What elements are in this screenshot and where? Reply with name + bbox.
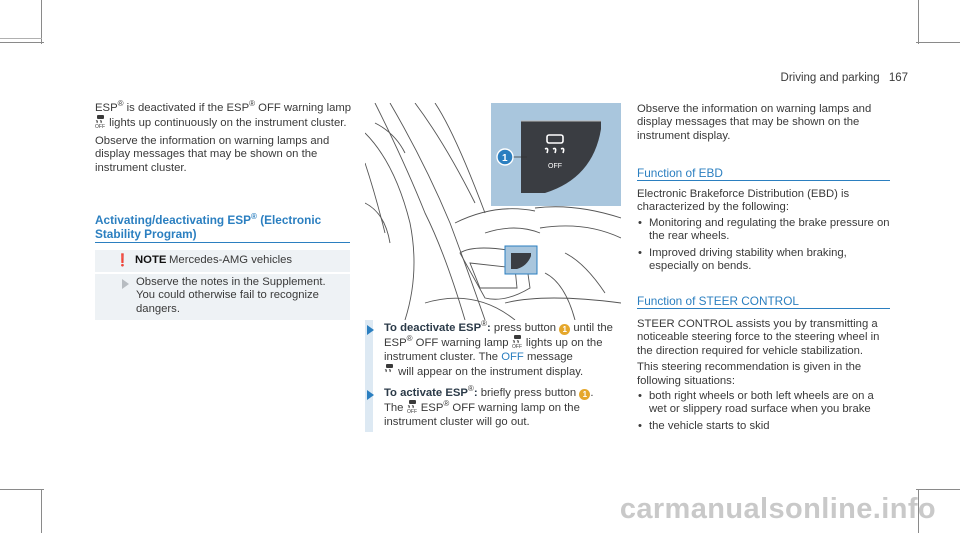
list-item: • both right wheels or both left wheels are on a wet or slippery road surface when you brake	[637, 390, 892, 417]
figure-off-label: OFF	[548, 163, 562, 170]
step-deactivate: To deactivate ESP®: press button 1 until the ESP® OFF warning lamp OFF lights up on the instrument cluster. The OFF message will appear on the instrument display.	[365, 322, 621, 380]
crop-mark	[916, 42, 960, 43]
step-arrow-icon	[367, 390, 374, 400]
heading-rule	[637, 308, 890, 309]
ebd-intro: Electronic Brakeforce Distribution (EBD) is characterized by the following:	[637, 188, 850, 214]
heading-rule	[95, 242, 350, 243]
steer-intro: STEER CONTROL assists you by transmitting a noticeable steering force to the steering wheel in the direction required for vehicle stabilization.	[637, 318, 880, 357]
note-header-box	[95, 250, 350, 272]
right-observe: Observe the information on warning lamps and display messages that may be shown on the instrument display.	[637, 103, 872, 142]
callout-1-icon: 1	[579, 389, 590, 400]
step1-label: To deactivate ESP	[384, 322, 482, 334]
esp-off-warning-icon	[407, 400, 418, 413]
watermark: carmanualsonline.info	[619, 493, 936, 525]
section-title: Driving and parking	[780, 72, 880, 84]
section-heading-ebd: Function of EBD	[637, 166, 723, 180]
crop-mark	[0, 38, 42, 39]
step-activate: To activate ESP®: briefly press button 1 . The OFF ESP® OFF warning lamp on the instrument cluster will go out.	[365, 387, 621, 429]
crop-mark	[0, 489, 44, 490]
page-number: 167	[888, 72, 908, 84]
steer-list	[637, 390, 892, 433]
crop-mark	[0, 42, 44, 43]
svg-text:OFF: OFF	[511, 344, 522, 349]
svg-text:OFF: OFF	[95, 124, 105, 129]
left-column	[95, 99, 355, 175]
list-item: • Monitoring and regulating the brake pressure on the rear wheels.	[637, 217, 892, 244]
step-arrow-icon	[367, 325, 374, 335]
instruction-arrow-icon	[122, 279, 129, 289]
step2-label: To activate ESP	[384, 387, 468, 399]
ebd-list	[637, 217, 892, 274]
note-text: Mercedes-AMG vehicles	[169, 254, 293, 266]
callout-1-icon: 1	[559, 324, 570, 335]
intro-paragraph: ESP® is deactivated if the ESP® OFF warning lamp OFF lights up continuously on the instrument cluster.	[95, 99, 352, 130]
running-header	[781, 72, 908, 85]
right-column	[637, 103, 892, 143]
esp-off-warning-icon	[512, 335, 523, 348]
crop-mark	[41, 489, 42, 533]
heading-rule	[637, 180, 890, 181]
crop-mark	[918, 0, 919, 44]
esp-off-message-icon	[384, 364, 395, 377]
steer-section	[637, 318, 892, 436]
crop-mark	[916, 489, 960, 490]
warning-icon: ❗	[115, 253, 130, 267]
center-console-drawing	[365, 103, 621, 320]
list-item: • Improved driving stability when braking, especially on bends.	[637, 247, 892, 274]
ebd-section	[637, 188, 892, 276]
note-body-box	[95, 274, 350, 320]
list-item: • the vehicle starts to skid	[637, 420, 892, 433]
figure-callout-label: 1	[502, 153, 508, 164]
section-heading-steer: Function of STEER CONTROL	[637, 294, 799, 308]
esp-button-figure	[365, 103, 621, 320]
esp-off-warning-icon	[95, 115, 106, 128]
note-label: NOTE	[135, 254, 167, 266]
svg-text:OFF: OFF	[406, 409, 417, 414]
section-heading-esp: Activating/deactivating ESP® (Electronic Stability Program)	[95, 212, 322, 241]
note-instruction: Observe the notes in the Supplement. You could otherwise fail to recognize dangers.	[136, 276, 326, 315]
steer-given: This steering recommendation is given in the following situations:	[637, 361, 862, 387]
observe-paragraph: Observe the information on warning lamps and display messages that may be shown on the instrument cluster.	[95, 134, 330, 174]
